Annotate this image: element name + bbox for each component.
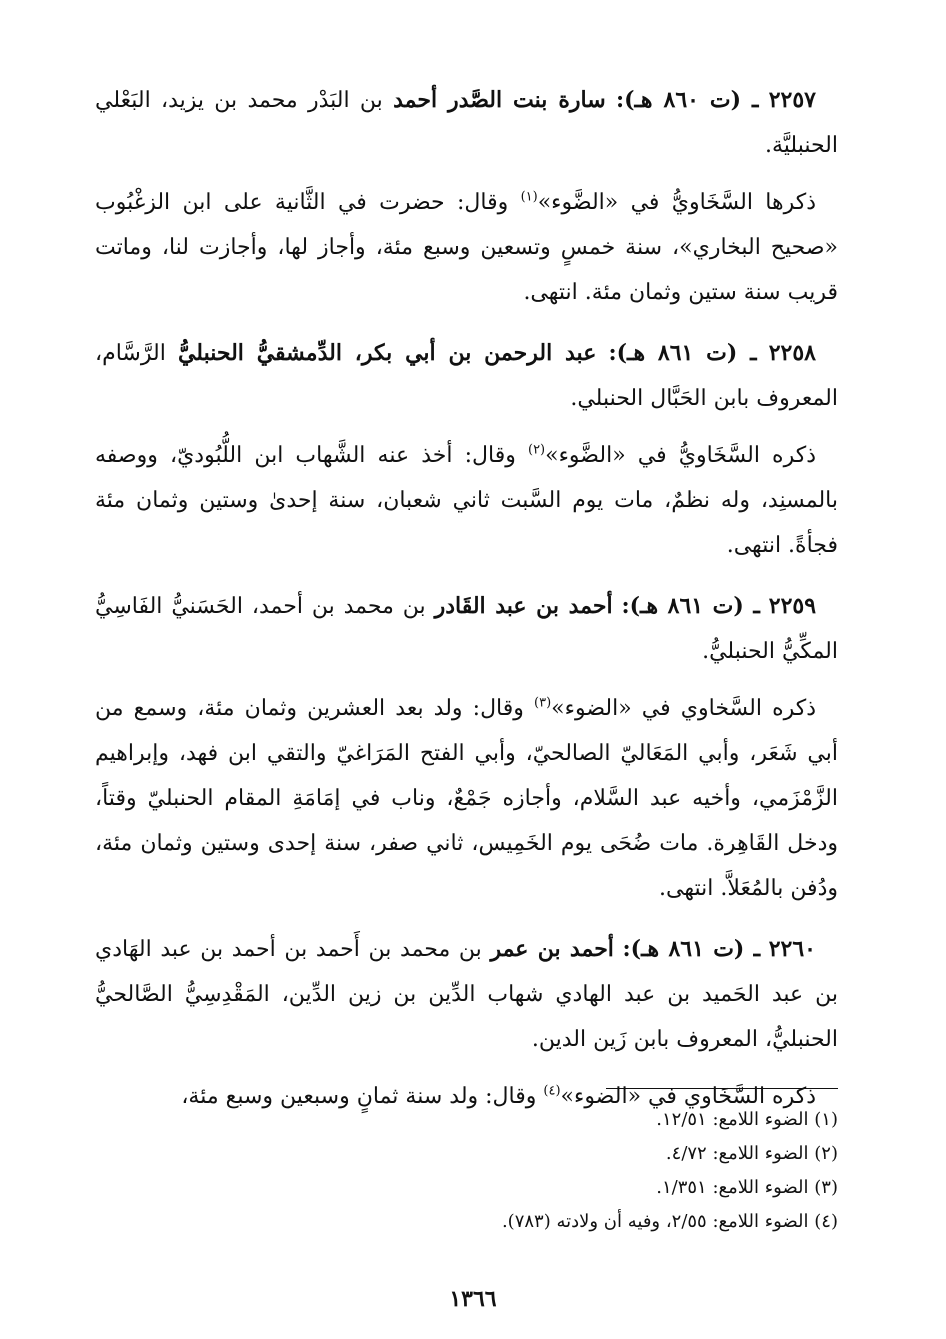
- entry-2257-body: [95, 180, 838, 315]
- entry-number: ٢٢٥٩: [768, 593, 817, 619]
- main-text: [95, 78, 838, 1131]
- body-text: وقال: حضرت في الثَّانية على ابن الزغْبُوب «صحيح البخاري»، سنة خمسٍ وتسعين وسبع مئة، وأجاز لها، وأجازت لنا، وماتت قريب سنة ستين وثمان مئة. انتهى.: [95, 190, 838, 305]
- footnotes: [95, 1103, 838, 1239]
- entry-2258-header: ٢٢٥٨ ـ (ت ٨٦١ هـ): عبد الرحمن بن أبي بكر، الدِّمشقيُّ الحنبليُّ الرَّسَّام، المعروف بابن الحَبَّال الحنبلي.: [95, 340, 838, 411]
- entry-name-rest: بن البَدْر محمد بن يزيد، البَعْلي الحنبليَّة.: [95, 88, 838, 158]
- entry-death-date: (ت ٨٦١ هـ):: [621, 593, 744, 619]
- entry-number: ٢٢٥٨: [768, 340, 816, 366]
- body-text: وقال: أخذ عنه الشَّهاب ابن اللُّبُوديّ، ووصفه بالمسنِد، وله نظمٌ، مات يوم السَّبت ثاني شعبان، سنة إحدىٰ وستين وثمان مئة فجأةً. انتهى.: [95, 443, 838, 558]
- body-text: وقال: ولد بعد العشرين وثمان مئة، وسمع من أبي شَعَر، وأبي المَعَاليّ الصالحيّ، وأبي الفتح المَرَاغيّ والتقي ابن فهد، وإبراهيم الزَّمْزَمي، وأخيه عبد السَّلام، وأجازه جَمْعٌ، وناب في إمَامَةِ المقام الحنبليّ وقتاً، ودخل القَاهِرة. مات ضُحَى يوم الخَمِيس، ثاني صفر، سنة إحدى وستين وثمان مئة، ودُفن بالمُعَلاَّ. انتهى.: [95, 696, 838, 901]
- entry-death-date: (ت ٨٦١ هـ):: [608, 340, 738, 366]
- entry-name-bold: عبد الرحمن بن أبي بكر، الدِّمشقيُّ الحنبليُّ: [177, 340, 597, 366]
- entry-death-date: (ت ٨٦١ هـ):: [622, 936, 745, 962]
- entry-name-bold: سارة بنت الصَّدر أحمد: [393, 87, 606, 113]
- entry-name-bold: أحمد بن عبد القَادر: [434, 593, 613, 619]
- entry-name-rest: الرَّسَّام، المعروف بابن الحَبَّال الحنبلي.: [95, 341, 838, 411]
- footnote-separator: [606, 1088, 838, 1089]
- body-text: ذكره السَّخَاوي في «الضوء»: [560, 1084, 816, 1109]
- entry-2260-header: ٢٢٦٠ ـ (ت ٨٦١ هـ): أحمد بن عمر بن محمد بن أَحمد بن أحمد بن عبد الهَادي بن عبد الحَميد بن عبد الهادي شهاب الدِّين بن زين الدِّين، المَقْدِسِيُّ الصَّالحيُّ الحنبليُّ، المعروف بابن زَين الدين.: [95, 936, 838, 1052]
- entry-name-rest: بن محمد بن أحمد، الحَسَنيُّ الفَاسِيُّ المكِّيُّ الحنبليُّ.: [95, 594, 838, 664]
- entry-number: ٢٢٥٧: [768, 87, 816, 113]
- body-text: ذكره السَّخاوي في «الضوء»: [551, 696, 817, 721]
- footnote-1: (١) الضوء اللامع: ١٢/٥١.: [656, 1109, 838, 1130]
- entry-2259-header: ٢٢٥٩ ـ (ت ٨٦١ هـ): أحمد بن عبد القَادر بن محمد بن أحمد، الحَسَنيُّ الفَاسِيُّ المكِّيُّ الحنبليُّ.: [95, 593, 838, 664]
- body-text: ذكرها السَّخَاويُّ في «الضَّوء»: [537, 190, 816, 215]
- footnote-ref: (٢): [527, 442, 546, 458]
- entry-2258-body: [95, 433, 838, 568]
- footnote-4: (٤) الضوء اللامع: ٢/٥٥، وفيه أن ولادته (٧٨٣).: [501, 1211, 838, 1232]
- page-number: ١٣٦٦: [449, 1286, 497, 1312]
- entry-2259-body: [95, 686, 838, 911]
- body-text: ذكره السَّخَاويُّ في «الضَّوء»: [545, 443, 816, 468]
- footnote-ref: (٣): [534, 695, 552, 711]
- entry-number: ٢٢٦٠: [768, 936, 816, 962]
- footnote-ref: (٤): [543, 1083, 561, 1099]
- entry-name-rest: بن محمد بن أَحمد بن أحمد بن عبد الهَادي بن عبد الحَميد بن عبد الهادي شهاب الدِّين بن زين الدِّين، المَقْدِسِيُّ الصَّالحيُّ الحنبليُّ، المعروف بابن زَين الدين.: [95, 937, 838, 1052]
- body-text: وقال: ولد سنة ثمانٍ وسبعين وسبع مئة،: [181, 1084, 537, 1109]
- entry-name-bold: أحمد بن عمر: [490, 936, 614, 962]
- entry-death-date: (ت ٨٦٠ هـ):: [615, 87, 742, 113]
- entry-2257-header: ٢٢٥٧ ـ (ت ٨٦٠ هـ): سارة بنت الصَّدر أحمد بن البَدْر محمد بن يزيد، البَعْلي الحنبليَّة.: [95, 87, 838, 158]
- footnote-2: (٢) الضوء اللامع: ٤/٧٢.: [665, 1143, 838, 1164]
- footnote-3: (٣) الضوء اللامع: ١/٣٥١.: [656, 1177, 838, 1198]
- footnote-ref: (١): [520, 189, 538, 205]
